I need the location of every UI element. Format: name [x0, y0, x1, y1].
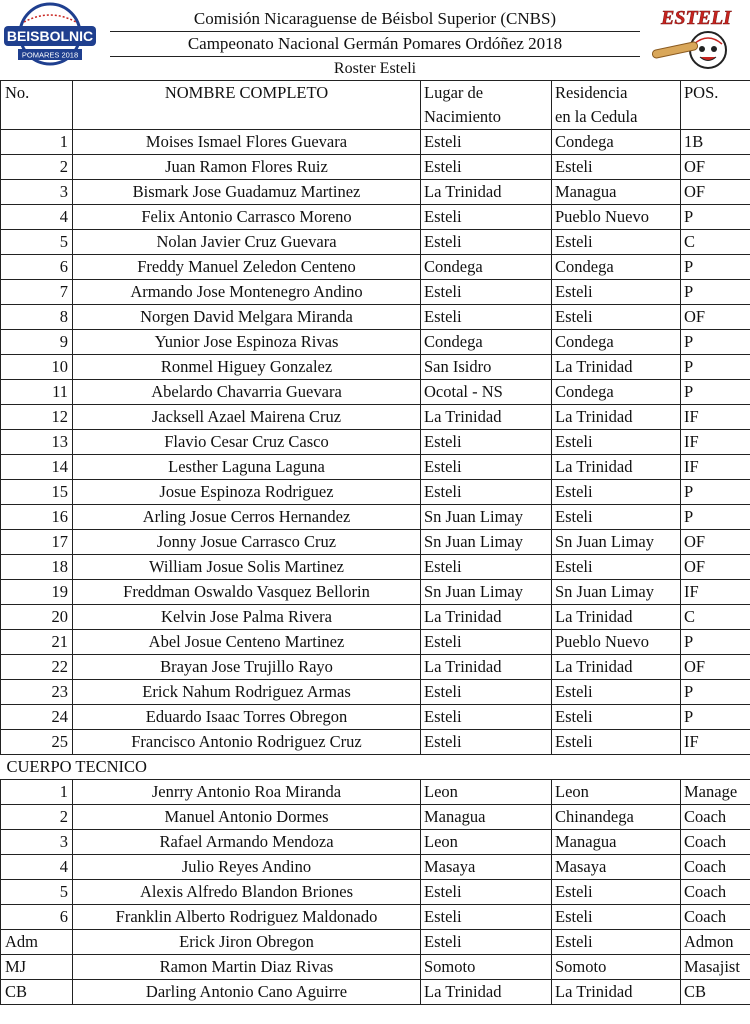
cell-name: Norgen David Melgara Miranda [73, 305, 421, 330]
cell-position: CB [681, 980, 750, 1005]
player-row [1, 130, 750, 155]
cell-no: Adm [1, 930, 73, 955]
other-staff-row [1, 955, 750, 980]
cell-birthplace: Condega [421, 255, 552, 280]
cell-position: P [681, 380, 750, 405]
cell-birthplace: Somoto [421, 955, 552, 980]
cell-position: P [681, 255, 750, 280]
cell-residence: Esteli [552, 505, 681, 530]
cell-residence: Esteli [552, 280, 681, 305]
col-header-birth: Lugar de [421, 81, 552, 106]
cell-birthplace: Esteli [421, 205, 552, 230]
cell-position: Manage [681, 780, 750, 805]
cell-residence: Sn Juan Limay [552, 530, 681, 555]
cell-position: Masajist [681, 955, 750, 980]
cell-birthplace: Esteli [421, 880, 552, 905]
cell-name: Kelvin Jose Palma Rivera [73, 605, 421, 630]
cell-name: Francisco Antonio Rodriguez Cruz [73, 730, 421, 755]
cell-name: Abel Josue Centeno Martinez [73, 630, 421, 655]
cell-position: Coach [681, 830, 750, 855]
staff-row [1, 905, 750, 930]
cell-residence: Managua [552, 830, 681, 855]
cell-no: 8 [1, 305, 73, 330]
player-row [1, 305, 750, 330]
cell-birthplace: Masaya [421, 855, 552, 880]
cell-birthplace: Esteli [421, 480, 552, 505]
cell-residence: La Trinidad [552, 980, 681, 1005]
cell-birthplace: Esteli [421, 730, 552, 755]
cell-name: Abelardo Chavarria Guevara [73, 380, 421, 405]
cell-name: Manuel Antonio Dormes [73, 805, 421, 830]
cell-no: 11 [1, 380, 73, 405]
cell-name: Erick Jiron Obregon [73, 930, 421, 955]
cell-residence: Pueblo Nuevo [552, 205, 681, 230]
cell-name: Darling Antonio Cano Aguirre [73, 980, 421, 1005]
cell-residence: La Trinidad [552, 355, 681, 380]
cell-residence: La Trinidad [552, 405, 681, 430]
cell-residence: Managua [552, 180, 681, 205]
cell-position: OF [681, 305, 750, 330]
cell-no: 5 [1, 230, 73, 255]
cell-no: 4 [1, 205, 73, 230]
cell-name: Ronmel Higuey Gonzalez [73, 355, 421, 380]
cell-residence: Condega [552, 130, 681, 155]
cell-position: 1B [681, 130, 750, 155]
cell-no: CB [1, 980, 73, 1005]
cell-name: Brayan Jose Trujillo Rayo [73, 655, 421, 680]
cell-position: OF [681, 555, 750, 580]
cell-position: C [681, 605, 750, 630]
staff-row [1, 780, 750, 805]
player-row [1, 680, 750, 705]
cell-name: Jonny Josue Carrasco Cruz [73, 530, 421, 555]
player-row [1, 555, 750, 580]
staff-row [1, 830, 750, 855]
player-row [1, 605, 750, 630]
cell-no: 23 [1, 680, 73, 705]
player-row [1, 405, 750, 430]
player-row [1, 705, 750, 730]
cell-birthplace: Esteli [421, 630, 552, 655]
player-row [1, 155, 750, 180]
cell-name: Nolan Javier Cruz Guevara [73, 230, 421, 255]
cell-position: C [681, 230, 750, 255]
player-row [1, 580, 750, 605]
roster-table [0, 80, 750, 1005]
cell-residence: Esteli [552, 705, 681, 730]
cell-birthplace: Esteli [421, 130, 552, 155]
cell-name: Freddman Oswaldo Vasquez Bellorin [73, 580, 421, 605]
col-header-birth-2: Nacimiento [421, 105, 552, 130]
cell-birthplace: Esteli [421, 430, 552, 455]
cell-name: Juan Ramon Flores Ruiz [73, 155, 421, 180]
cell-no: 24 [1, 705, 73, 730]
cell-name: Bismark Jose Guadamuz Martinez [73, 180, 421, 205]
cell-birthplace: Leon [421, 830, 552, 855]
cell-residence: Esteli [552, 305, 681, 330]
cell-residence: Condega [552, 255, 681, 280]
beisbolnic-logo-text: BEISBOLNIC [6, 28, 94, 44]
cell-position: P [681, 505, 750, 530]
cell-residence: La Trinidad [552, 605, 681, 630]
col-header-residence-2: en la Cedula [552, 105, 681, 130]
cell-birthplace: Esteli [421, 680, 552, 705]
cell-birthplace: Managua [421, 805, 552, 830]
cell-position: OF [681, 155, 750, 180]
cell-position: IF [681, 580, 750, 605]
cell-birthplace: Esteli [421, 280, 552, 305]
cell-no: 7 [1, 280, 73, 305]
cell-birthplace: Esteli [421, 305, 552, 330]
cell-name: Julio Reyes Andino [73, 855, 421, 880]
player-row [1, 630, 750, 655]
cell-position: IF [681, 455, 750, 480]
cell-residence: Esteli [552, 430, 681, 455]
player-row [1, 380, 750, 405]
cell-birthplace: La Trinidad [421, 605, 552, 630]
cell-residence: Esteli [552, 555, 681, 580]
cell-name: Ramon Martin Diaz Rivas [73, 955, 421, 980]
cell-birthplace: La Trinidad [421, 180, 552, 205]
cell-residence: La Trinidad [552, 455, 681, 480]
cell-residence: La Trinidad [552, 655, 681, 680]
cell-birthplace: Ocotal - NS [421, 380, 552, 405]
player-row [1, 455, 750, 480]
cell-residence: Esteli [552, 730, 681, 755]
cell-name: Lesther Laguna Laguna [73, 455, 421, 480]
cell-no: 9 [1, 330, 73, 355]
beisbolnic-logo-subtext: POMARES 2018 [21, 50, 79, 60]
cell-name: Armando Jose Montenegro Andino [73, 280, 421, 305]
cell-name: Moises Ismael Flores Guevara [73, 130, 421, 155]
cell-no: 17 [1, 530, 73, 555]
cell-no: 3 [1, 180, 73, 205]
staff-row [1, 880, 750, 905]
cell-no: 2 [1, 805, 73, 830]
cell-name: William Josue Solis Martinez [73, 555, 421, 580]
cell-no: 10 [1, 355, 73, 380]
cell-residence: Esteli [552, 905, 681, 930]
player-row [1, 180, 750, 205]
player-row [1, 355, 750, 380]
cell-position: P [681, 355, 750, 380]
other-staff-row [1, 930, 750, 955]
cell-birthplace: Leon [421, 780, 552, 805]
cell-residence: Pueblo Nuevo [552, 630, 681, 655]
cell-residence: Masaya [552, 855, 681, 880]
cell-no: 6 [1, 905, 73, 930]
table-header-row [1, 81, 750, 106]
cell-birthplace: Esteli [421, 905, 552, 930]
cell-residence: Esteli [552, 880, 681, 905]
cell-name: Eduardo Isaac Torres Obregon [73, 705, 421, 730]
cell-no: 2 [1, 155, 73, 180]
cell-position: IF [681, 430, 750, 455]
cell-position: Admon [681, 930, 750, 955]
cell-no: 22 [1, 655, 73, 680]
staff-row [1, 805, 750, 830]
cell-residence: Somoto [552, 955, 681, 980]
cell-position: OF [681, 180, 750, 205]
cell-no: 19 [1, 580, 73, 605]
roster-table-body [1, 81, 750, 1005]
cell-name: Yunior Jose Espinoza Rivas [73, 330, 421, 355]
other-staff-row [1, 980, 750, 1005]
cell-no: 14 [1, 455, 73, 480]
cell-birthplace: Esteli [421, 155, 552, 180]
cell-birthplace: Esteli [421, 230, 552, 255]
player-row [1, 655, 750, 680]
cell-name: Flavio Cesar Cruz Casco [73, 430, 421, 455]
cell-no: 25 [1, 730, 73, 755]
cell-name: Jenrry Antonio Roa Miranda [73, 780, 421, 805]
cell-position: P [681, 680, 750, 705]
cell-birthplace: Sn Juan Limay [421, 505, 552, 530]
cell-no: 15 [1, 480, 73, 505]
cell-no: 18 [1, 555, 73, 580]
staff-section-title: CUERPO TECNICO [1, 755, 750, 780]
cell-residence: Esteli [552, 230, 681, 255]
cell-residence: Esteli [552, 480, 681, 505]
cell-position: P [681, 705, 750, 730]
cell-birthplace: Condega [421, 330, 552, 355]
cell-name: Felix Antonio Carrasco Moreno [73, 205, 421, 230]
staff-row [1, 855, 750, 880]
player-row [1, 280, 750, 305]
cell-no: 13 [1, 430, 73, 455]
col-header-pos: POS. [681, 81, 750, 106]
document-header [0, 0, 750, 80]
cell-position: P [681, 280, 750, 305]
player-row [1, 230, 750, 255]
cell-position: Coach [681, 880, 750, 905]
cell-no: 20 [1, 605, 73, 630]
cell-no: 21 [1, 630, 73, 655]
cell-position: P [681, 630, 750, 655]
cell-name: Freddy Manuel Zeledon Centeno [73, 255, 421, 280]
header-roster-title: Roster Esteli [333, 60, 417, 77]
cell-position: P [681, 330, 750, 355]
cell-no: MJ [1, 955, 73, 980]
cell-residence: Condega [552, 330, 681, 355]
esteli-logo [646, 2, 748, 78]
cell-no: 16 [1, 505, 73, 530]
cell-position: P [681, 480, 750, 505]
player-row [1, 505, 750, 530]
cell-residence: Condega [552, 380, 681, 405]
cell-birthplace: Sn Juan Limay [421, 530, 552, 555]
cell-birthplace: Esteli [421, 930, 552, 955]
cell-position: IF [681, 730, 750, 755]
cell-name: Arling Josue Cerros Hernandez [73, 505, 421, 530]
cell-no: 3 [1, 830, 73, 855]
player-row [1, 430, 750, 455]
cell-name: Rafael Armando Mendoza [73, 830, 421, 855]
cell-no: 5 [1, 880, 73, 905]
player-row [1, 730, 750, 755]
cell-name: Franklin Alberto Rodriguez Maldonado [73, 905, 421, 930]
cell-birthplace: La Trinidad [421, 655, 552, 680]
cell-no: 1 [1, 780, 73, 805]
esteli-logo-text: ESTELI [660, 7, 732, 29]
col-header-name: NOMBRE COMPLETO [73, 81, 421, 106]
cell-no: 4 [1, 855, 73, 880]
cell-position: Coach [681, 855, 750, 880]
cell-birthplace: La Trinidad [421, 405, 552, 430]
cell-name: Alexis Alfredo Blandon Briones [73, 880, 421, 905]
cell-birthplace: Esteli [421, 705, 552, 730]
cell-position: P [681, 205, 750, 230]
cell-birthplace: Esteli [421, 455, 552, 480]
col-header-no: No. [1, 81, 73, 106]
cell-residence: Esteli [552, 680, 681, 705]
cell-birthplace: Sn Juan Limay [421, 580, 552, 605]
table-header-row-2 [1, 105, 750, 130]
cell-no: 6 [1, 255, 73, 280]
cell-name: Josue Espinoza Rodriguez [73, 480, 421, 505]
cell-position: Coach [681, 805, 750, 830]
cell-no: 1 [1, 130, 73, 155]
staff-section-row [1, 755, 750, 780]
cell-no: 12 [1, 405, 73, 430]
cell-birthplace: San Isidro [421, 355, 552, 380]
player-row [1, 530, 750, 555]
cell-position: OF [681, 530, 750, 555]
player-row [1, 205, 750, 230]
cell-residence: Chinandega [552, 805, 681, 830]
cell-position: OF [681, 655, 750, 680]
cell-position: IF [681, 405, 750, 430]
cell-residence: Esteli [552, 155, 681, 180]
cell-birthplace: La Trinidad [421, 980, 552, 1005]
header-championship: Campeonato Nacional Germán Pomares Ordóñez 2018 [187, 34, 563, 53]
cell-residence: Leon [552, 780, 681, 805]
col-header-residence: Residencia [552, 81, 681, 106]
player-row [1, 255, 750, 280]
header-commission: Comisión Nicaraguense de Béisbol Superior (CNBS) [193, 9, 557, 28]
cell-name: Erick Nahum Rodriguez Armas [73, 680, 421, 705]
player-row [1, 330, 750, 355]
cell-position: Coach [681, 905, 750, 930]
player-row [1, 480, 750, 505]
cell-residence: Sn Juan Limay [552, 580, 681, 605]
cell-residence: Esteli [552, 930, 681, 955]
cell-name: Jacksell Azael Mairena Cruz [73, 405, 421, 430]
cell-birthplace: Esteli [421, 555, 552, 580]
